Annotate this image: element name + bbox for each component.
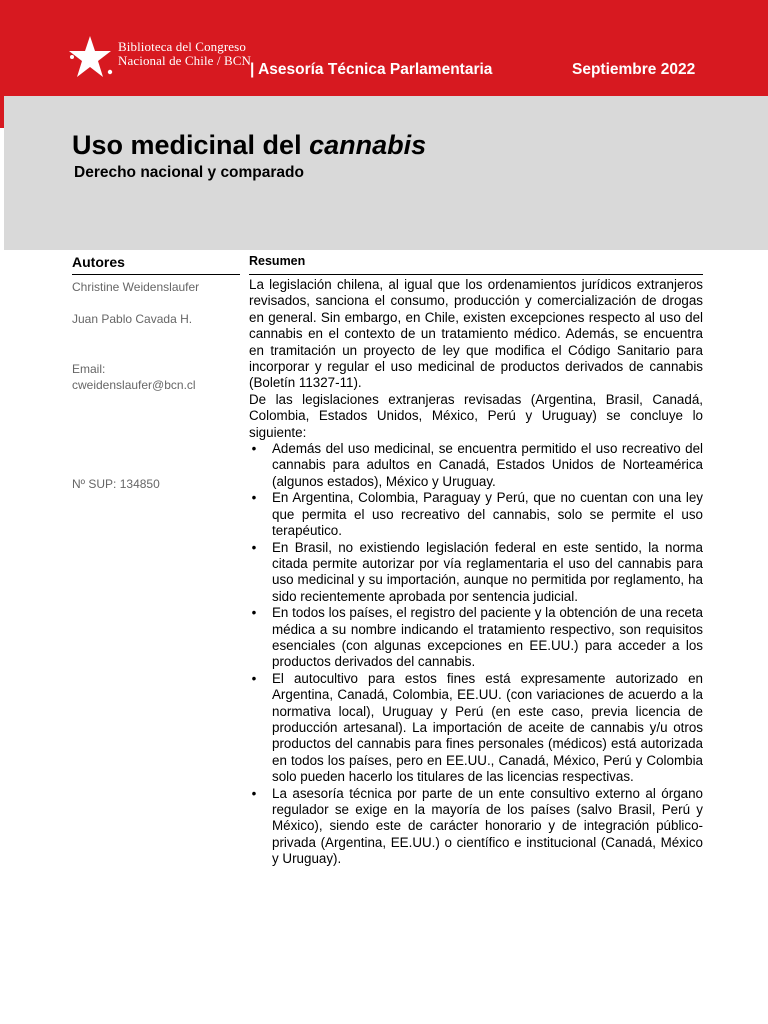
list-item-text: En Brasil, no existiendo legislación federal en este sentido, la norma citada permite autorizar por vía reglamentaria el uso del cannabis para uso medicinal y su importación, aunque no permitida por reglamento, ha sido recientemente aprobada por sentencia judicial. bbox=[272, 539, 703, 604]
title-italic: cannabis bbox=[309, 130, 427, 160]
list-item bbox=[249, 441, 703, 490]
logo-line-2: Nacional de Chile / BCN bbox=[118, 53, 251, 68]
bullet-icon: • bbox=[251, 605, 257, 621]
list-item bbox=[249, 605, 703, 671]
list-item bbox=[249, 490, 703, 539]
list-item-text: En todos los países, el registro del paciente y la obtención de una receta médica a su nombre indicando el tratamiento respectivo, son requisitos esenciales (con algunas excepciones en EE.UU.) para acceder a los productos derivados del cannabis. bbox=[272, 605, 704, 670]
department-label: | Asesoría Técnica Parlamentaria bbox=[250, 61, 493, 78]
bullet-icon: • bbox=[251, 490, 257, 506]
summary-paragraph: De las legislaciones extranjeras revisadas (Argentina, Brasil, Canadá, Colombia, Estados Unidos, México, Perú y Uruguay) se concluye lo siguiente: bbox=[249, 391, 703, 440]
list-item bbox=[249, 671, 703, 786]
summary-body bbox=[249, 277, 703, 868]
list-item-text: La asesoría técnica por parte de un ente consultivo externo al órgano regulador se exige en la mayoría de los países (salvo Brasil, Perú y México), siendo este de carácter honorario y de integración público-privada (Argentina, EE.UU.) o científico e institucional (Canadá, México y Uruguay). bbox=[272, 785, 703, 867]
authors-column bbox=[72, 254, 240, 491]
star-logo-icon bbox=[68, 34, 116, 82]
bullet-icon: • bbox=[251, 441, 257, 457]
list-item-text: El autocultivo para estos fines está expresamente autorizado en Argentina, Canadá, Colombia, EE.UU. (con variaciones de acuerdo a la normativa local), Uruguay y Perú (en este caso, previa licencia de producción artesanal). La importación de aceite de cannabis y/u otros productos del cannabis para fines personales (médicos) está autorizada en todos los países, pero en EE.UU., Canadá, México, Perú y Colombia solo pueden hacerlo los titulares de las licencias respectivas. bbox=[272, 670, 703, 785]
summary-paragraph: La legislación chilena, al igual que los ordenamientos jurídicos extranjeros revisados, sanciona el consumo, producción y comercialización de drogas en general. Sin embargo, en Chile, existen excepciones respecto al uso del cannabis en el contexto de un tratamiento médico. Además, se encuentra en tramitación un proyecto de ley que modifica el Código Sanitario para incorporar y regular el uso medicinal de productos derivados de cannabis (Boletín 11327-11). bbox=[249, 277, 703, 391]
author-name: Christine Weidenslaufer bbox=[72, 280, 200, 294]
list-item-text: Además del uso medicinal, se encuentra permitido el uso recreativo del cannabis para adultos en Canadá, Estados Unidos de Norteamérica (algunos estados), México y Uruguay. bbox=[272, 441, 703, 489]
title-main: Uso medicinal del bbox=[72, 130, 310, 160]
bullet-icon: • bbox=[251, 785, 257, 801]
summary-column bbox=[249, 254, 703, 868]
list-item bbox=[249, 786, 703, 868]
author-email-link[interactable]: cweidenslaufer@bcn.cl bbox=[72, 378, 196, 392]
publication-date: Septiembre 2022 bbox=[572, 61, 696, 78]
bullet-icon: • bbox=[251, 670, 257, 686]
page-subtitle: Derecho nacional y comparado bbox=[74, 164, 304, 181]
list-item-text: En Argentina, Colombia, Paraguay y Perú, que no cuentan con una ley que permita el uso recreativo del cannabis, solo se permite el uso terapéutico. bbox=[272, 490, 703, 539]
sup-number: Nº SUP: 134850 bbox=[72, 477, 160, 491]
bullet-icon: • bbox=[251, 539, 257, 555]
logo-line-1: Biblioteca del Congreso bbox=[118, 39, 246, 54]
author-name: Juan Pablo Cavada H. bbox=[72, 312, 193, 326]
conclusions-list bbox=[249, 441, 703, 868]
institution-logo-text bbox=[118, 40, 251, 68]
summary-heading: Resumen bbox=[249, 254, 703, 275]
email-label: Email: bbox=[72, 362, 106, 376]
authors-heading: Autores bbox=[72, 254, 240, 275]
page-title bbox=[72, 130, 426, 161]
list-item bbox=[249, 540, 703, 606]
